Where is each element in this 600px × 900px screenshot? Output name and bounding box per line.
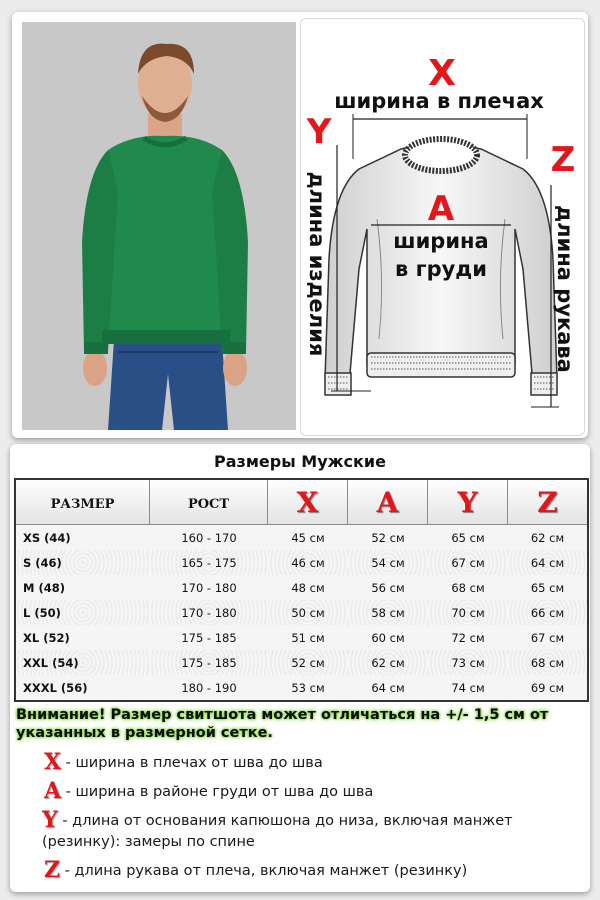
y-cell: 65 см	[428, 525, 508, 550]
table-row	[16, 675, 587, 700]
height-cell: 170 - 180	[150, 600, 268, 625]
header-z: Z	[508, 480, 587, 525]
y-cell: 68 см	[428, 575, 508, 600]
height-cell: 170 - 180	[150, 575, 268, 600]
a-cell: 56 см	[348, 575, 428, 600]
z-cell: 69 см	[508, 675, 587, 700]
size-cell: M (48)	[16, 575, 150, 600]
x-cell: 53 см	[268, 675, 348, 700]
y-cell: 70 см	[428, 600, 508, 625]
height-cell: 180 - 190	[150, 675, 268, 700]
y-letter: Y	[306, 112, 332, 152]
product-photo	[22, 22, 296, 430]
z-cell: 65 см	[508, 575, 587, 600]
z-label: длина рукава	[553, 205, 577, 373]
z-cell: 62 см	[508, 525, 587, 550]
height-cell: 175 - 185	[150, 650, 268, 675]
height-cell: 175 - 185	[150, 625, 268, 650]
size-cell: XXXL (56)	[16, 675, 150, 700]
measurement-diagram	[300, 18, 585, 436]
header-height: РОСТ	[150, 480, 268, 525]
y-cell: 72 см	[428, 625, 508, 650]
height-cell: 165 - 175	[150, 550, 268, 575]
z-letter: Z	[550, 140, 576, 180]
measurement-legend	[42, 749, 584, 889]
legend-letter: X	[44, 749, 62, 775]
x-cell: 51 см	[268, 625, 348, 650]
size-cell: XXL (54)	[16, 650, 150, 675]
a-label-line2: в груди	[395, 257, 487, 281]
legend-letter: Z	[44, 857, 61, 883]
legend-letter: A	[44, 778, 62, 804]
a-label-line1: ширина	[393, 229, 489, 253]
header-y: Y	[428, 480, 508, 525]
legend-text: - длина рукава от плеча, включая манжет (резинку)	[60, 863, 468, 879]
x-cell: 48 см	[268, 575, 348, 600]
x-cell: 45 см	[268, 525, 348, 550]
height-cell: 160 - 170	[150, 525, 268, 550]
size-table-title: Размеры Мужские	[214, 452, 386, 471]
table-row	[16, 600, 587, 625]
x-cell: 46 см	[268, 550, 348, 575]
header-x: X	[268, 480, 348, 525]
x-letter: X	[428, 53, 456, 94]
y-cell: 67 см	[428, 550, 508, 575]
a-letter: A	[427, 189, 455, 229]
y-cell: 73 см	[428, 650, 508, 675]
x-cell: 52 см	[268, 650, 348, 675]
table-row	[16, 575, 587, 600]
a-cell: 60 см	[348, 625, 428, 650]
legend-text: - ширина в районе груди от шва до шва	[61, 784, 374, 800]
z-cell: 66 см	[508, 600, 587, 625]
collar	[405, 139, 477, 171]
size-cell: XS (44)	[16, 525, 150, 550]
header-a: A	[348, 480, 428, 525]
size-table-header	[16, 480, 587, 525]
legend-text: - длина от основания капюшона до низа, включая манжет (резинку): замеры по спине	[42, 813, 513, 850]
a-cell: 64 см	[348, 675, 428, 700]
y-label: длина изделия	[305, 171, 329, 357]
a-cell: 52 см	[348, 525, 428, 550]
table-row	[16, 550, 587, 575]
y-cell: 74 см	[428, 675, 508, 700]
x-cell: 50 см	[268, 600, 348, 625]
x-label: ширина в плечах	[334, 89, 544, 113]
header-size: РАЗМЕР	[16, 480, 150, 525]
legend-item-y	[42, 807, 584, 853]
z-cell: 67 см	[508, 625, 587, 650]
table-row	[16, 525, 587, 550]
size-cell: S (46)	[16, 550, 150, 575]
legend-letter: Y	[42, 807, 58, 833]
legend-text: - ширина в плечах от шва до шва	[61, 755, 323, 771]
table-row	[16, 650, 587, 675]
size-table	[14, 478, 589, 702]
size-cell: L (50)	[16, 600, 150, 625]
size-cell: XL (52)	[16, 625, 150, 650]
legend-item-z	[44, 857, 584, 883]
a-cell: 58 см	[348, 600, 428, 625]
a-cell: 62 см	[348, 650, 428, 675]
size-warning: Внимание! Размер свитшота может отличаться на +/- 1,5 см от указанных в размерной сетке.	[16, 707, 549, 741]
table-row	[16, 625, 587, 650]
a-cell: 54 см	[348, 550, 428, 575]
legend-item-a	[44, 778, 584, 804]
legend-item-x	[44, 749, 584, 775]
z-cell: 64 см	[508, 550, 587, 575]
z-cell: 68 см	[508, 650, 587, 675]
